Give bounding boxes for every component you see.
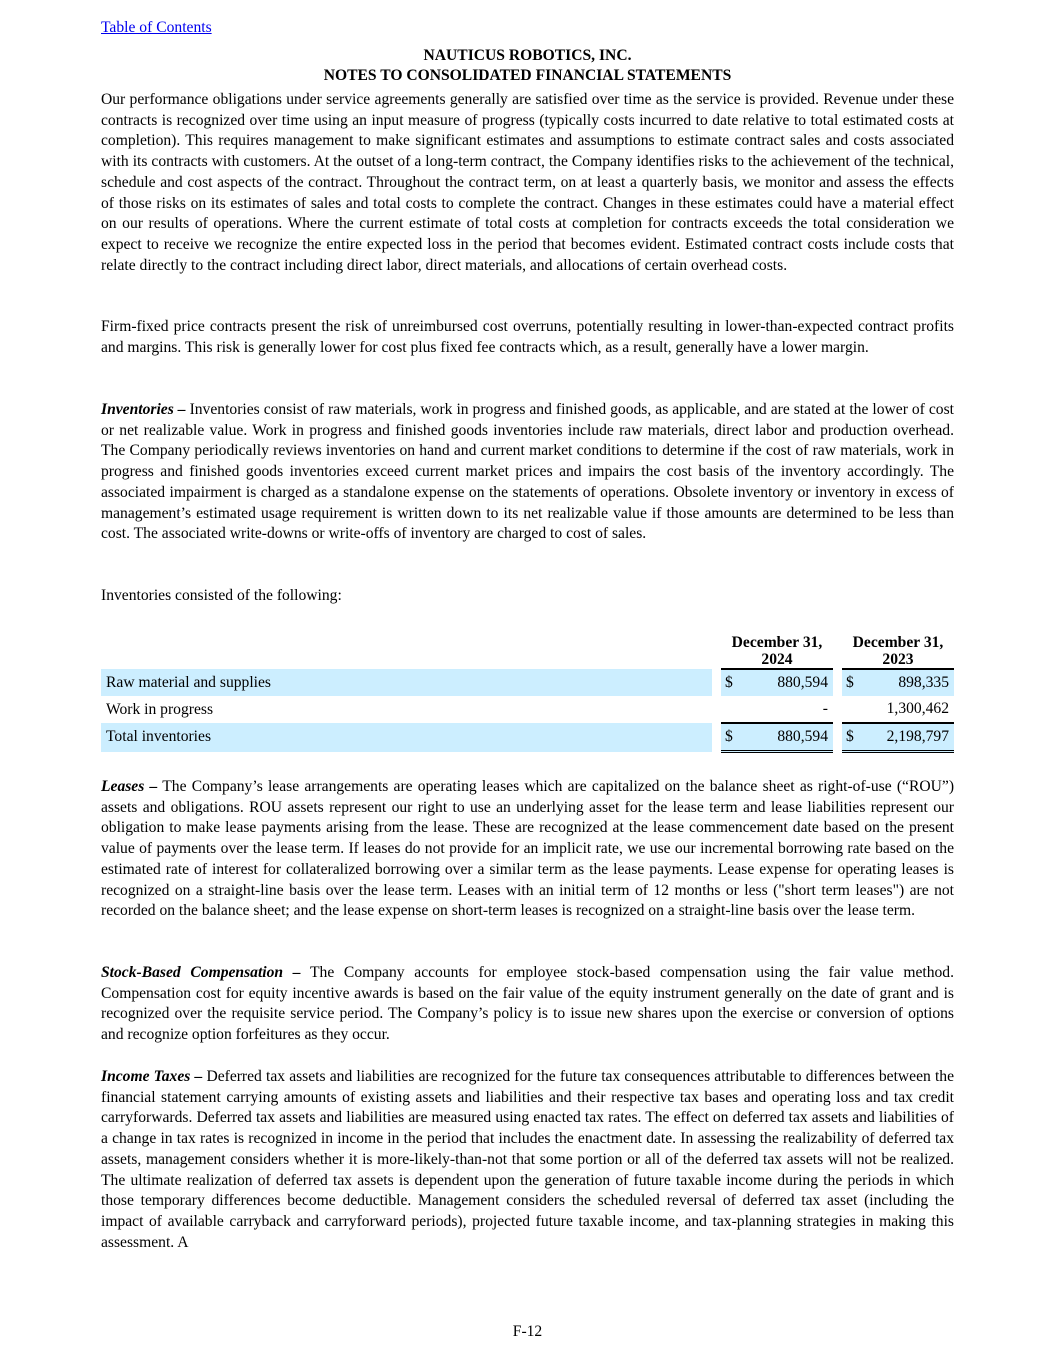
stock-compensation-heading: Stock-Based Compensation – <box>101 964 301 981</box>
table-total-row <box>101 723 954 752</box>
column-header-2024-line2: 2024 <box>761 651 793 668</box>
column-header-2023 <box>842 634 954 669</box>
page-title: NOTES TO CONSOLIDATED FINANCIAL STATEMENTS <box>323 67 732 84</box>
currency-symbol: $ <box>842 669 864 696</box>
page-number: F-12 <box>512 1323 543 1340</box>
currency-symbol <box>721 696 743 723</box>
income-taxes-heading: Income Taxes – <box>101 1068 203 1085</box>
inventories-paragraph <box>101 400 954 545</box>
leases-text: The Company’s lease arrangements are operating leases which are capitalized on the balance sheet as right-of-use (“ROU”) assets and obligations. ROU assets represent our right to use an underlying asset for the lease term and lease liabilities represent our obligation to make lease payments arising from the lease. These are recognized at the lease commencement date based on the present value of payments over the lease term. If leases do not provide for an implicit rate, we use our incremental borrowing rate based on the estimated rate of interest for collateralized borrowing over a similar term as the lease payments. Lease expense for operating leases is recognized on a straight-line basis over the lease term. Leases with an initial term of 12 months or less ("short term leases") are not recorded on the balance sheet; and the lease expense on short-term leases is recognized on a straight-line basis over the lease term. <box>101 778 955 920</box>
column-header-2024 <box>721 634 833 669</box>
row-label: Raw material and supplies <box>101 669 712 696</box>
value-2023: 1,300,462 <box>886 700 949 717</box>
stock-compensation-paragraph <box>101 963 954 1046</box>
table-header-row <box>101 634 954 669</box>
inventory-table <box>101 634 954 753</box>
leases-heading: Leases – <box>101 778 158 795</box>
currency-symbol <box>842 696 864 723</box>
inventories-text: Inventories consist of raw materials, work in progress and finished goods, as applicable, and are stated at the lower of cost or net realizable value. Work in progress and finished goods inventories include raw materials, direct labor and production overhead. The Company periodically reviews inventories on hand and current market conditions to determine if the cost of raw materials, work in progress and finished goods inventories exceed current market prices and impairs the cost basis of the inventory accordingly. The associated impairment is charged as a standalone expense on the statements of operations. Obsolete inventory or inventory in excess of management’s estimated usage requirement is written down to its net realizable value if those amounts are determined to be less than cost. The associated write-downs or write-offs of inventory are charged to cost of sales. <box>101 401 954 543</box>
value-2024: - <box>822 700 828 717</box>
column-header-2023-line1: December 31, <box>852 634 944 651</box>
firm-fixed-price-paragraph: Firm-fixed price contracts present the risk of unreimbursed cost overruns, potentially resulting in lower-than-expected contract profits and margins. This risk is generally lower for cost plus fixed fee contracts which, as a result, generally have a lower margin. <box>101 318 954 356</box>
inventories-heading: Inventories – <box>101 401 186 418</box>
inventories-intro: Inventories consisted of the following: <box>101 587 342 604</box>
header-spacer <box>101 634 712 669</box>
table-row <box>101 669 954 696</box>
table-of-contents-link[interactable]: Table of Contents <box>101 19 212 36</box>
total-2024: 880,594 <box>743 723 833 752</box>
currency-symbol: $ <box>721 723 743 752</box>
revenue-paragraph: Our performance obligations under service agreements generally are satisfied over time as the service is provided. Revenue under these contracts is recognized over time using an input measure of progress (typically costs incurred to date relative to total estimated costs at completion). This requires management to make significant estimates and assumptions to estimate contract sales and costs associated with its contracts with customers. At the outset of a long-term contract, the Company identifies risks to the achievement of the technical, schedule and cost aspects of the contract. Throughout the contract term, on at least a quarterly basis, we monitor and assess the effects of those risks on its estimates of sales and total costs to complete the contract. Changes in these estimates could have a material effect on our results of operations. Where the current estimate of total costs at completion for contracts exceeds the total consideration we expect to receive we recognize the entire expected loss in the period that becomes evident. Estimated contract costs include costs that relate directly to the contract including direct labor, direct materials, and allocations of certain overhead costs. <box>101 91 954 274</box>
value-2023: 898,335 <box>864 669 954 696</box>
leases-paragraph <box>101 777 954 922</box>
column-header-2024-line1: December 31, <box>731 634 823 651</box>
total-2023: 2,198,797 <box>864 723 954 752</box>
income-taxes-paragraph <box>101 1067 954 1253</box>
column-header-2023-line2: 2023 <box>882 651 914 668</box>
income-taxes-text: Deferred tax assets and liabilities are recognized for the future tax consequences attributable to differences between the financial statement carrying amounts of existing assets and liabilities and their respective tax bases and operating loss and tax credit carryforwards. Deferred tax assets and liabilities are measured using enacted tax rates. The effect on deferred tax assets and liabilities of a change in tax rates is recognized in income in the period that includes the enactment date. In assessing the realizability of deferred tax assets, management considers whether it is more-likely-than-not that some portion or all of the deferred tax assets will not be realized. The ultimate realization of deferred tax assets is dependent upon the generation of future taxable income during the periods in which those temporary differences become deductible. Management considers the scheduled reversal of deferred tax asset (including the impact of available carryback and carryforward periods), projected future taxable income, and tax-planning strategies in making this assessment. A <box>101 1068 955 1251</box>
row-label: Work in progress <box>106 700 214 718</box>
company-name: NAUTICUS ROBOTICS, INC. <box>423 47 632 64</box>
currency-symbol: $ <box>721 669 743 696</box>
stock-compensation-text: The Company accounts for employee stock-based compensation using the fair value method. Compensation cost for equity incentive awards is based on the fair value of the equity instrument generally on the date of grant and is recognized over the requisite service period. The Company’s policy is to issue new shares upon the exercise or conversion of options and recognize option forfeitures as they occur. <box>101 964 954 1044</box>
table-row <box>101 696 954 723</box>
value-2024: 880,594 <box>743 669 833 696</box>
row-label: Total inventories <box>101 723 712 752</box>
currency-symbol: $ <box>842 723 864 752</box>
